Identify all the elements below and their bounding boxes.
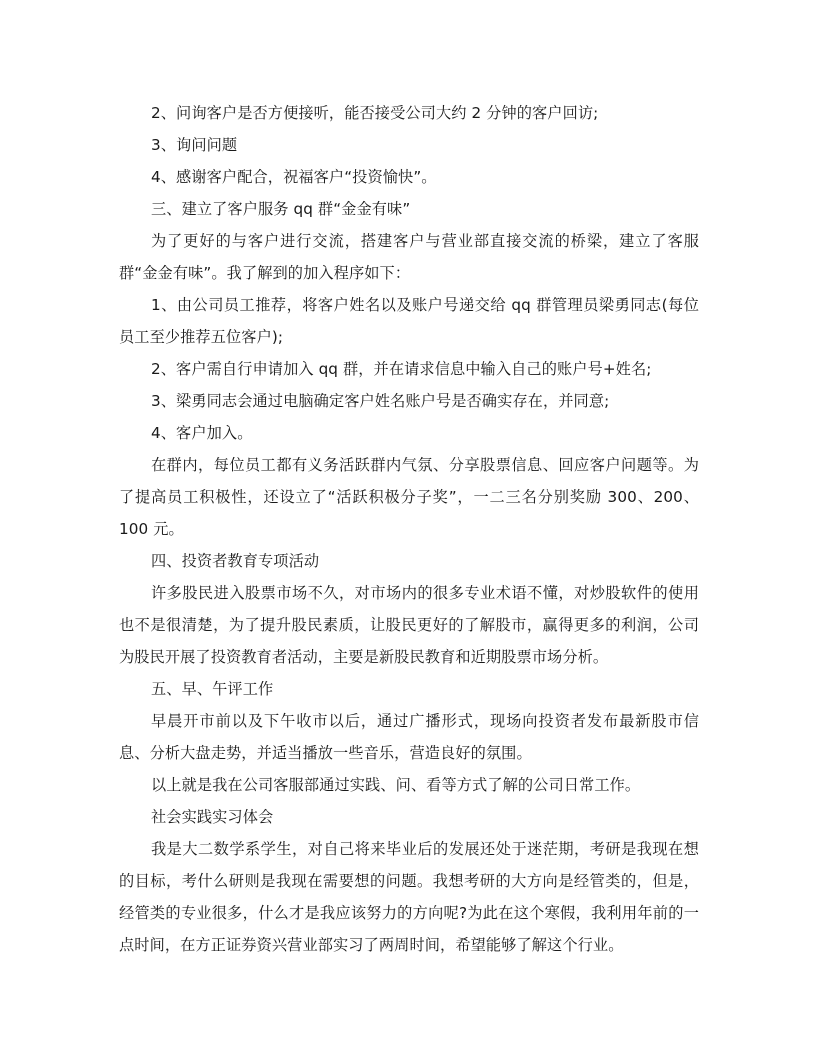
- section-heading-market-review: 五、早、午评工作: [151, 680, 274, 698]
- paragraph-market-review: 早晨开市前以及下午收市以后，通过广播形式，现场向投资者发布最新股市信息、分析大盘走势，并适当播放一些音乐，营造良好的氛围。: [119, 712, 699, 762]
- paragraph-group-activity: 在群内，每位员工都有义务活跃群内气氛、分享股票信息、回应客户问题等。为了提高员工积极性，还设立了“活跃积极分子奖”，一二三名分别奖励 300、200、100 元。: [119, 456, 699, 538]
- paragraph-internship-reflection: 我是大二数学系学生，对自己将来毕业后的发展还处于迷茫期，考研是我现在想的目标，考什么研则是我现在需要想的问题。我想考研的大方向是经管类的，但是，经管类的专业很多，什么才是我应该努力的方向呢?为此在这个寒假，我利用年前的一点时间，在方正证券资兴营业部实习了两周时间，希望能够了解这个行业。: [119, 840, 699, 954]
- section-heading-internship-reflection: 社会实践实习体会: [151, 808, 274, 826]
- paragraph-join-step-4: 4、客户加入。: [151, 424, 253, 442]
- document-body: [119, 97, 699, 961]
- paragraph-qq-group-intro: 为了更好的与客户进行交流，搭建客户与营业部直接交流的桥梁，建立了客服群“金金有味”。我了解到的加入程序如下：: [119, 232, 699, 282]
- paragraph-callback-step-3: 3、询问问题: [151, 136, 238, 154]
- paragraph-callback-step-4: 4、感谢客户配合，祝福客户“投资愉快”。: [151, 168, 437, 186]
- paragraph-join-step-3: 3、梁勇同志会通过电脑确定客户姓名账户号是否确实存在，并同意;: [151, 392, 610, 410]
- section-heading-qq-group: 三、建立了客户服务 qq 群“金金有味”: [151, 200, 411, 218]
- paragraph-callback-step-2: 2、问询客户是否方便接听，能否接受公司大约 2 分钟的客户回访;: [151, 104, 599, 122]
- paragraph-join-step-1: 1、由公司员工推荐，将客户姓名以及账户号递交给 qq 群管理员梁勇同志(每位员工至少推荐五位客户);: [119, 296, 699, 346]
- section-heading-investor-education: 四、投资者教育专项活动: [151, 552, 320, 570]
- paragraph-summary: 以上就是我在公司客服部通过实践、问、看等方式了解的公司日常工作。: [151, 776, 641, 794]
- paragraph-join-step-2: 2、客户需自行申请加入 qq 群，并在请求信息中输入自己的账户号+姓名;: [151, 360, 652, 378]
- paragraph-investor-education: 许多股民进入股票市场不久，对市场内的很多专业术语不懂，对炒股软件的使用也不是很清楚，为了提升股民素质，让股民更好的了解股市，赢得更多的利润，公司为股民开展了投资教育者活动，主要是新股民教育和近期股票市场分析。: [119, 584, 699, 666]
